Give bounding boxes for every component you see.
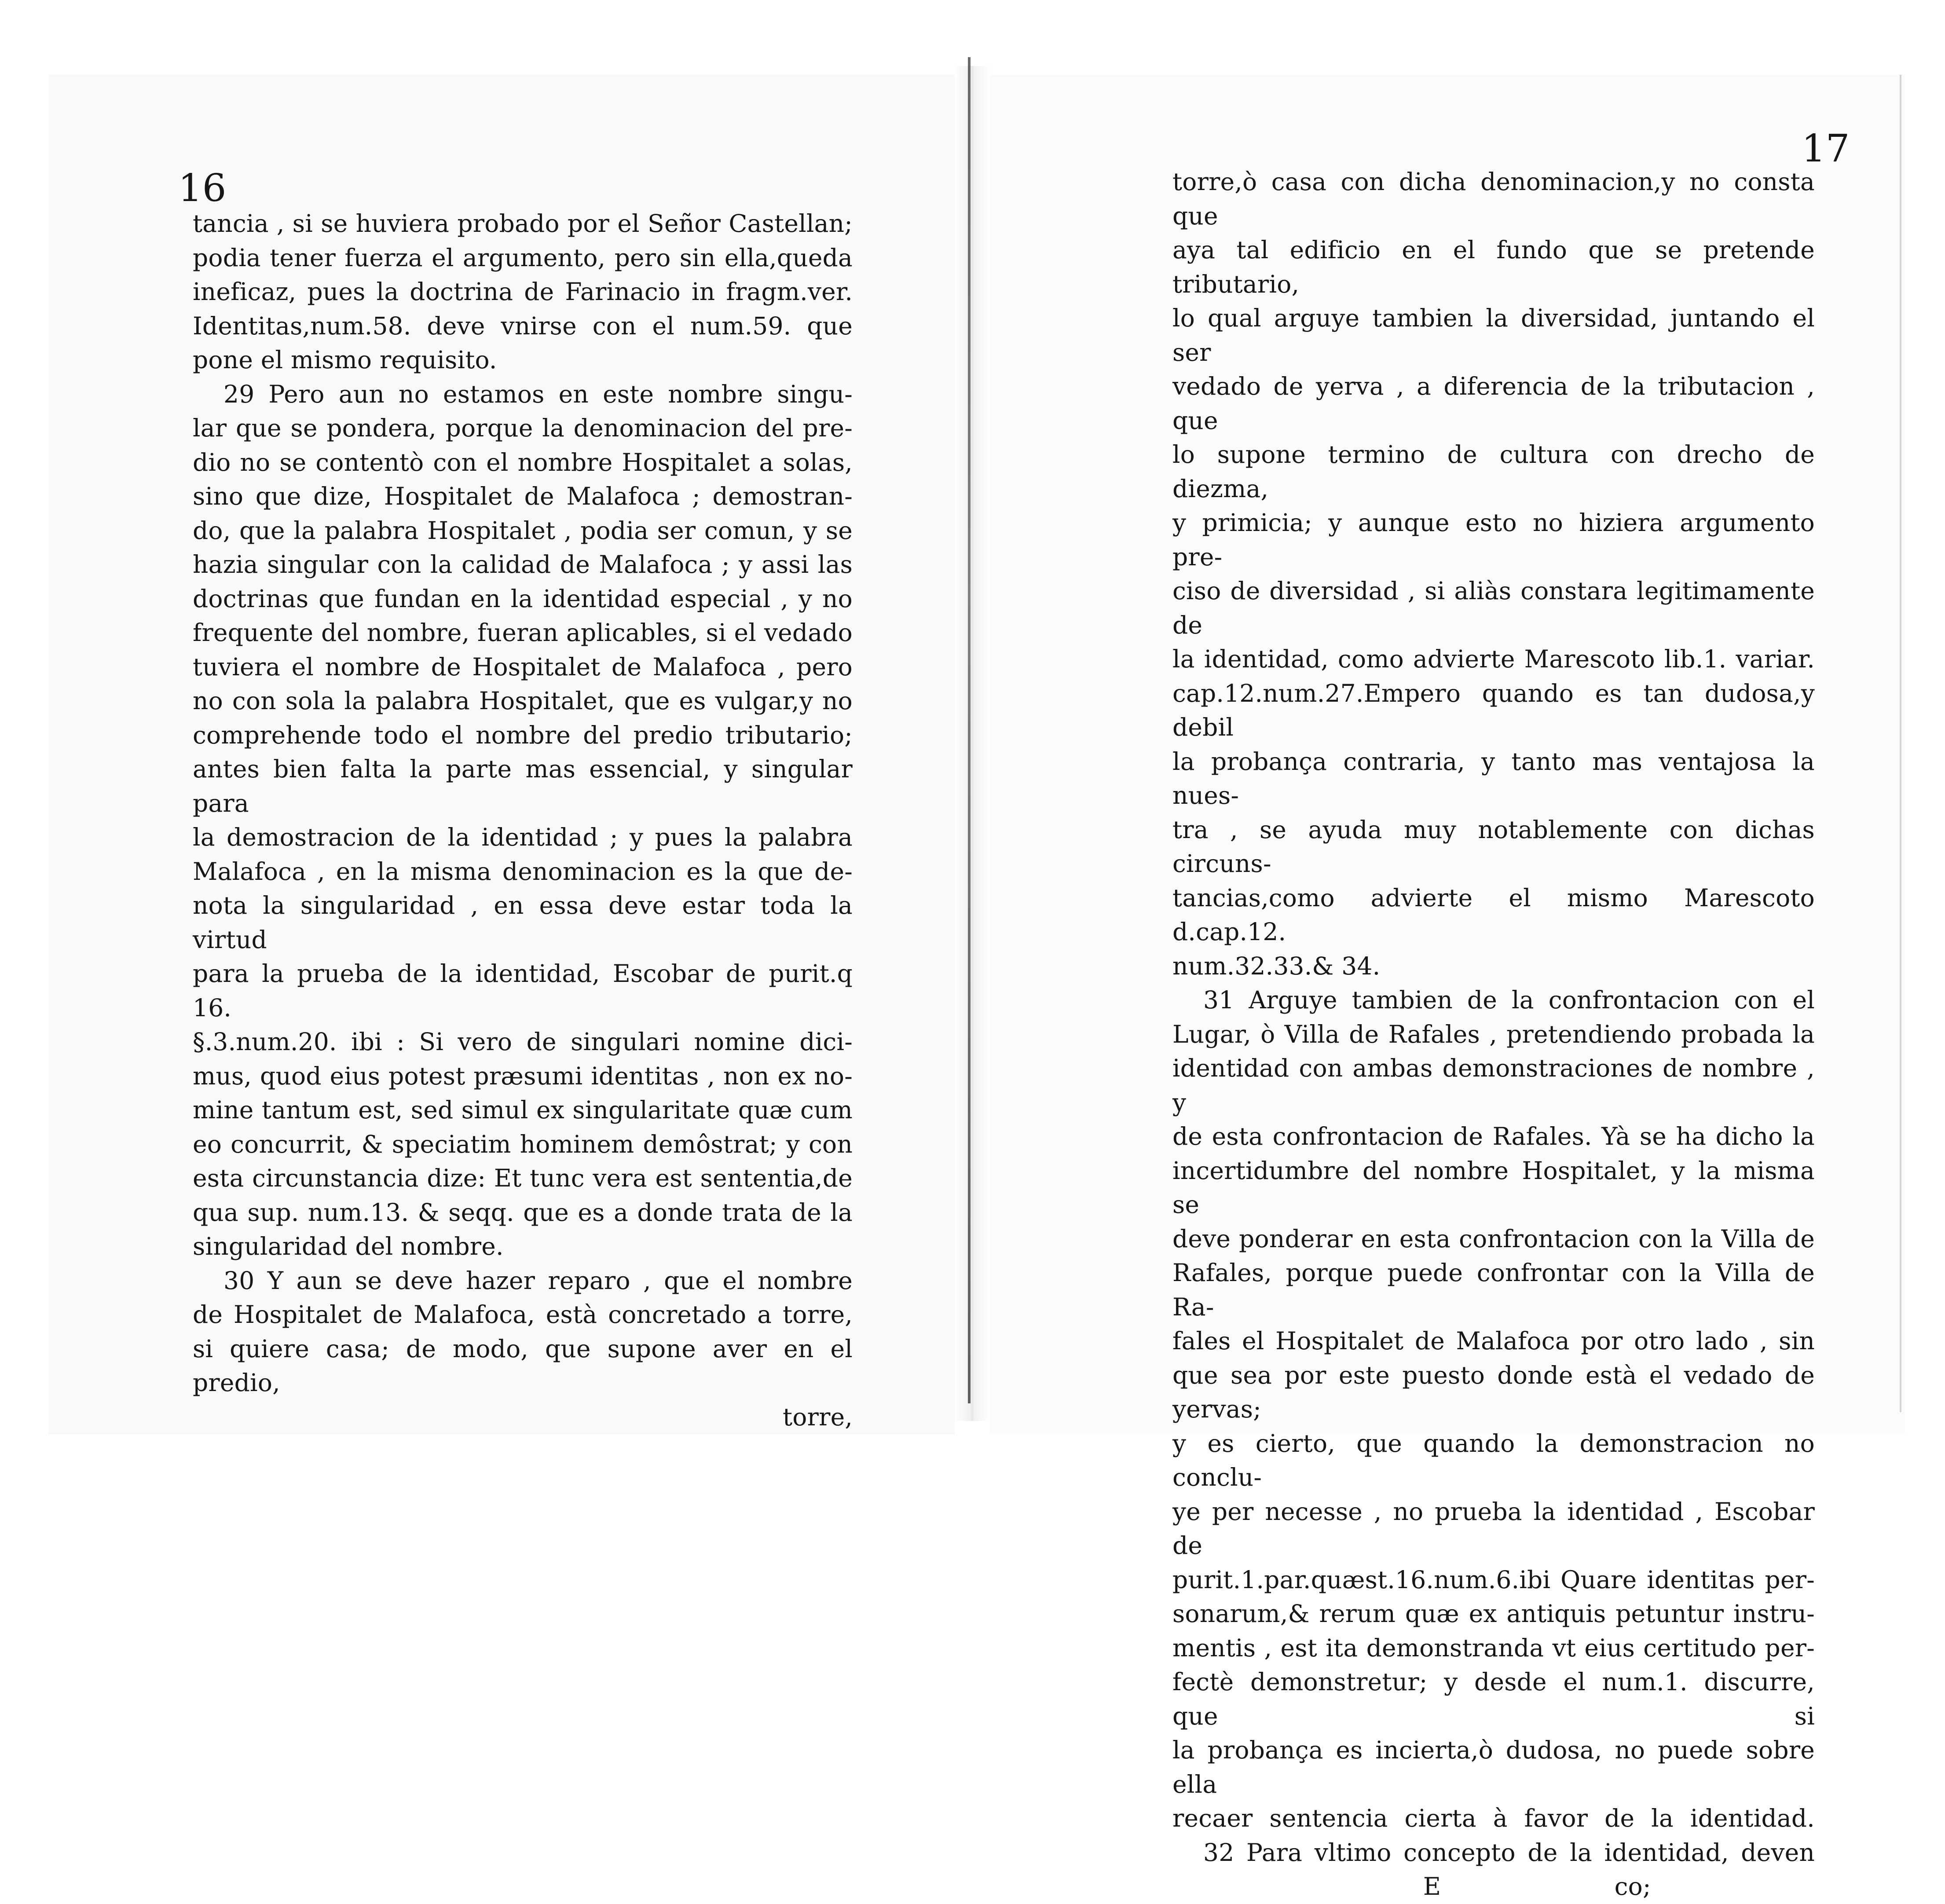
text-line: num.32.33.& 34. (1172, 952, 1381, 980)
text-line: 29 Pero aun no estamos en este nombre singu- (223, 380, 853, 408)
text-line: nota la singularidad , en essa deve estar toda la virtud (193, 891, 853, 954)
text-line: mentis , est ita demonstranda vt eius certitudo per- (1172, 1633, 1815, 1662)
text-line: cap.12.num.27.Empero quando es tan dudosa,y debil (1172, 679, 1815, 741)
text-line: de esta confrontacion de Rafales. Yà se ha dicho la (1172, 1122, 1815, 1150)
text-line: fectè demonstretur; y desde el num.1. discurre, que si (1172, 1668, 1815, 1730)
text-line: sonarum,& rerum quæ ex antiquis petuntur instru- (1172, 1600, 1815, 1628)
page-number: 17 (1802, 127, 1850, 171)
text-line: ciso de diversidad , si aliàs constara legitimamente de (1172, 577, 1815, 639)
text-line: 30 Y aun se deve hazer reparo , que el nombre (223, 1266, 853, 1295)
gutter (968, 57, 971, 1403)
text-line: 32 Para vltimo concepto de la identidad, deven (1203, 1838, 1815, 1867)
body-text (193, 207, 853, 1434)
text-line: do, que la palabra Hospitalet , podia ser comun, y se (193, 516, 853, 545)
catchword: co; (1614, 1872, 1651, 1900)
text-line: eo concurrit, & speciatim hominem demôstrat; y con (193, 1130, 853, 1158)
text-line: tuviera el nombre de Hospitalet de Malafoca , pero (193, 652, 853, 681)
gutter-shadow (955, 66, 990, 1421)
text-line: y es cierto, que quando la demonstracion no conclu- (1172, 1429, 1815, 1491)
text-line: Rafales, porque puede confrontar con la Villa de Ra- (1172, 1259, 1815, 1321)
text-line: mus, quod eius potest præsumi identitas , non ex no- (193, 1062, 853, 1090)
text-line: tancia , si se huviera probado por el Señor Castellan; (193, 209, 853, 238)
text-line: doctrinas que fundan en la identidad especial , y no (193, 584, 853, 613)
text-line: singularidad del nombre. (193, 1232, 504, 1260)
text-line: Identitas,num.58. deve vnirse con el num.59. que (193, 311, 853, 340)
text-line: fales el Hospitalet de Malafoca por otro lado , sin (1172, 1327, 1815, 1355)
text-line: lo supone termino de cultura con drecho de diezma, (1172, 440, 1815, 503)
text-line: comprehende todo el nombre del predio tributario; (193, 721, 853, 749)
text-line: la probança contraria, y tanto mas ventajosa la nues- (1172, 747, 1815, 809)
page-number: 16 (178, 166, 227, 210)
signature-row (1172, 1870, 1815, 1904)
text-line: Lugar, ò Villa de Rafales , pretendiendo probada la (1172, 1020, 1815, 1048)
text-line: incertidumbre del nombre Hospitalet, y la misma se (1172, 1156, 1815, 1219)
text-line: que sea por este puesto donde està el vedado de yervas; (1172, 1361, 1815, 1423)
text-line: purit.1.par.quæst.16.num.6.ibi Quare identitas per- (1172, 1565, 1815, 1594)
text-line: lar que se pondera, porque la denominacion del pre- (193, 414, 853, 442)
text-line: sino que dize, Hospitalet de Malafoca ; demostran- (193, 482, 853, 510)
page-edge (1900, 75, 1901, 1412)
text-line: torre,ò casa con dicha denominacion,y no consta que (1172, 168, 1815, 230)
text-line: podia tener fuerza el argumento, pero sin ella,queda (193, 243, 853, 272)
text-line: si quiere casa; de modo, que supone aver en el predio, (193, 1334, 853, 1397)
text-line: recaer sentencia cierta à favor de la identidad. (1172, 1804, 1815, 1832)
text-line: tra , se ayuda muy notablemente con dichas circuns- (1172, 815, 1815, 878)
right-page (990, 75, 1905, 1900)
text-line: lo qual arguye tambien la diversidad, juntando el ser (1172, 304, 1815, 366)
text-line: qua sup. num.13. & seqq. que es a donde trata de la (193, 1198, 853, 1227)
text-line: hazia singular con la calidad de Malafoca ; y assi las (193, 550, 853, 579)
text-line: §.3.num.20. ibi : Si vero de singulari nomine dici- (193, 1028, 853, 1056)
catchword: torre, (782, 1402, 853, 1431)
text-line: la probança es incierta,ò dudosa, no puede sobre ella (1172, 1736, 1815, 1798)
text-line: para la prueba de la identidad, Escobar de purit.q 16. (193, 959, 853, 1022)
text-line: antes bien falta la parte mas essencial, y singular para (193, 755, 853, 817)
text-line: de Hospitalet de Malafoca, està concretado a torre, (193, 1300, 853, 1329)
text-line: mine tantum est, sed simul ex singularitate quæ cum (193, 1096, 853, 1124)
left-page (48, 75, 955, 1434)
text-line: la demostracion de la identidad ; y pues la palabra (193, 823, 853, 851)
text-line: tancias,como advierte el mismo Marescoto d.cap.12. (1172, 883, 1815, 946)
text-line: pone el mismo requisito. (193, 346, 497, 374)
text-line: deve ponderar en esta confrontacion con la Villa de (1172, 1224, 1815, 1253)
text-line: aya tal edificio en el fundo que se pretende tributario, (1172, 236, 1815, 298)
text-line: Malafoca , en la misma denominacion es la que de- (193, 857, 853, 886)
text-line: vedado de yerva , a diferencia de la tributacion , que (1172, 372, 1815, 435)
text-line: la identidad, como advierte Marescoto lib.1. variar. (1172, 645, 1815, 673)
signature-mark: E (1423, 1872, 1441, 1900)
text-line: identidad con ambas demonstraciones de nombre , y (1172, 1054, 1815, 1117)
text-line: esta circunstancia dize: Et tunc vera est sententia,de (193, 1164, 853, 1192)
text-line: 31 Arguye tambien de la confrontacion con el (1203, 986, 1815, 1014)
text-line: ye per necesse , no prueba la identidad , Escobar de (1172, 1497, 1815, 1560)
body-text (1172, 165, 1815, 1904)
text-line: y primicia; y aunque esto no hiziera argumento pre- (1172, 509, 1815, 571)
text-line: ineficaz, pues la doctrina de Farinacio in fragm.ver. (193, 278, 853, 306)
text-line: no con sola la palabra Hospitalet, que es vulgar,y no (193, 687, 853, 715)
text-line: dio no se contentò con el nombre Hospitalet a solas, (193, 448, 853, 476)
text-line: frequente del nombre, fueran aplicables, si el vedado (193, 619, 853, 647)
